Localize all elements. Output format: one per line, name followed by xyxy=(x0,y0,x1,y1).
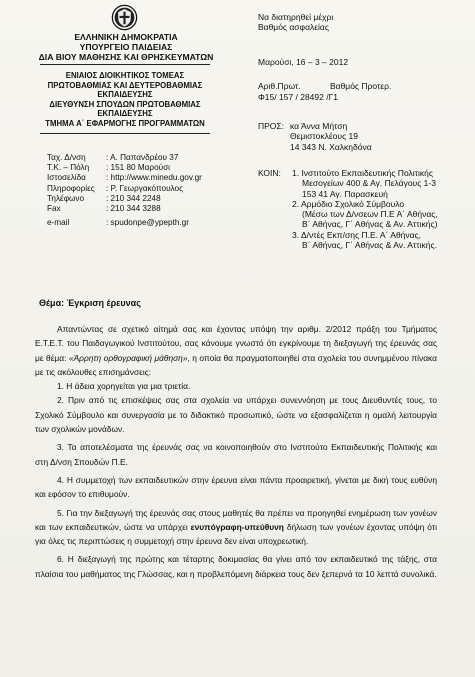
contact-row xyxy=(47,153,237,163)
point-5-bold: ενυπόγραφη-υπεύθυνη xyxy=(190,521,284,532)
contact-key: Τηλέφωνο xyxy=(47,193,85,203)
contact-value: : 210 344 2248 xyxy=(106,193,161,203)
to-label: ΠΡΟΣ: xyxy=(258,121,285,131)
place-date: Μαρούσι, 16 – 3 – 2012 xyxy=(258,57,349,67)
point-5-text: δήλωση των γονέων έχοντας υπόψη ότι για όλες τις περιπτώσεις η συμμετοχή στην έρευνα δεν είναι υποχρεωτική. xyxy=(35,521,437,547)
contact-key: Πληροφορίες xyxy=(47,183,95,193)
contact-block xyxy=(47,153,237,228)
security-line: Βαθμός ασφαλείας xyxy=(258,22,329,33)
cc-line: 3. Δ/ντές Εκπ/σης Π.Ε. Α΄ Αθήνας, xyxy=(292,229,422,240)
contact-key: e-mail xyxy=(47,218,70,228)
point-2: 2. Πριν από τις επισκέψεις σας στα σχολεία να υπάρχει συνεννόηση με τους Διευθυντές τους, το Σχολικό Σύμβουλο και συνεργασία με το διδακτικό προσωπικό, ώστε να εξασφαλίζεται η ομαλή λειτουργία των σχολικών μονάδων. xyxy=(35,395,437,435)
cc-line: Μεσογείων 400 & Αγ. Πελάγους 1-3 xyxy=(302,178,436,189)
contact-row xyxy=(47,194,237,204)
unit-line: ΕΚΠΑΙΔΕΥΣΗΣ xyxy=(97,90,153,100)
research-title: «Άρρητη ορθογραφική μάθηση» xyxy=(68,352,188,363)
recipient-line: κα Άννα Μήτση xyxy=(290,121,348,131)
ministry-line: ΕΛΛΗΝΙΚΗ ΔΗΜΟΚΡΑΤΙΑ xyxy=(74,32,178,42)
point-5 xyxy=(35,506,437,549)
contact-key: Ταχ. Δ/νση xyxy=(47,153,86,162)
unit-line: ΠΡΩΤΟΒΑΘΜΙΑΣ ΚΑΙ ΔΕΥΤΕΡΟΒΑΘΜΙΑΣ xyxy=(47,80,203,90)
greek-emblem-icon xyxy=(111,4,138,31)
recipient-line: Θεμιστοκλέους 19 xyxy=(290,131,358,142)
cc-line: 1. Ινστιτούτο Εκπαιδευτικής Πολιτικής xyxy=(292,168,433,178)
protocol-label: Αριθ.Πρωτ. xyxy=(258,81,301,91)
point-4: 4. Η συμμετοχή των εκπαιδευτικών στην έρευνα είναι πάντα προαιρετική, γίνεται με δική τους ευθύνη και εφόσον το επιθυμούν. xyxy=(35,474,437,500)
cc-block xyxy=(292,168,462,250)
contact-key: Fax xyxy=(47,204,61,214)
letter-body xyxy=(35,322,437,581)
retention-line: Να διατηρηθεί μέχρι xyxy=(258,12,334,22)
cc-line: 2. Αρμόδιο Σχολικό Σύμβουλο xyxy=(292,198,405,209)
priority-label: Βαθμός Προτερ. xyxy=(330,81,392,91)
cc-line: (Μέσω των Δ/νσεων Π.Ε Α΄ Αθήνας, xyxy=(302,209,438,220)
cc-line: Β΄ Αθήνας, Γ΄ Αθήνας & Αν. Αττικής. xyxy=(302,240,437,251)
recipient-line: 14 343 Ν. Χαλκηδόνα xyxy=(290,141,372,152)
ministry-line: ΥΠΟΥΡΓΕΙΟ ΠΑΙΔΕΙΑΣ xyxy=(79,42,173,52)
contact-key: Ιστοσελίδα xyxy=(47,173,86,183)
point-3: 3. Τα αποτελέσματα της έρευνάς σας να κοινοποιηθούν στο Ινστιτούτο Εκπαιδευτικής Πολιτικής και στη Δ/νση Σπουδών Π.Ε. xyxy=(35,442,437,467)
intro-text: , η οποία θα πραγματοποιηθεί στα σχολεία του συνημμένου πίνακα με τις ακόλουθες επισημάνσεις: xyxy=(35,352,437,377)
divider xyxy=(40,133,210,134)
unit-line: ΔΙΕΥΘΥΝΣΗ ΣΠΟΥΔΩΝ ΠΡΩΤΟΒΑΘΜΙΑΣ xyxy=(49,99,201,109)
contact-value: : Ρ. Γεωργακόπουλος xyxy=(106,183,184,193)
contact-value: : 210 344 3288 xyxy=(106,204,161,214)
divider xyxy=(40,64,210,65)
contact-value: : http://www.minedu.gov.gr xyxy=(106,173,202,183)
intro-paragraph xyxy=(35,322,437,379)
unit-line: ΕΚΠΑΙΔΕΥΣΗΣ xyxy=(97,109,153,119)
point-1: 1. Η άδεια χορηγείται για μια τριετία. xyxy=(57,381,191,392)
subject-heading: Θέμα: Έγκριση έρευνας xyxy=(39,298,141,308)
ministry-line: ΔΙΑ ΒΙΟΥ ΜΑΘΗΣΗΣ ΚΑΙ ΘΡΗΣΚΕΥΜΑΤΩΝ xyxy=(38,52,214,62)
retention-block xyxy=(258,12,448,33)
intro-text: Απαντώντας σε σχετικό αίτημά σας και έχοντας υπόψη την αριθμ. 2/2012 πράξη του Τμήματος Ε.Τ.Ε.Τ. του Παιδαγωγικού Ινστιτούτου, σας κάνουμε γνωστό ότι εγκρίνουμε τη διεξαγωγή της έρευνάς σας με θέμα: xyxy=(35,324,437,363)
cc-line: 153 41 Αγ. Παρασκευή xyxy=(302,188,388,199)
point-6: 6. Η διεξαγωγή της πρώτης και τέταρτης δοκιμασίας θα γίνει από τον εκπαιδευτικό της τάξης, στα πλαίσια του μαθήματος της Γλώσσας, και η προβλεπόμενη διάρκεια τους δεν ξεπερνά τα 10 λεπτά συνολικά. xyxy=(35,554,437,579)
unit-line: ΕΝΙΑΙΟΣ ΔΙΟΙΚΗΤΙΚΟΣ ΤΟΜΕΑΣ xyxy=(65,71,185,80)
contact-row xyxy=(47,204,237,214)
unit-header xyxy=(30,71,220,129)
contact-row xyxy=(47,163,237,173)
contact-value: : 151 80 Μαρούσι xyxy=(106,163,170,173)
contact-value: : spudonpe@ypepth.gr xyxy=(106,218,189,228)
contact-row xyxy=(47,184,237,194)
recipient-block xyxy=(290,121,450,152)
cc-line: Β΄ Αθήνας, Γ΄ Αθήνας & Αν. Αττικής) xyxy=(302,219,438,230)
ministry-header xyxy=(28,32,224,62)
contact-key: Τ.Κ. – Πόλη xyxy=(47,163,90,173)
contact-value: : Α. Παπανδρέου 37 xyxy=(106,153,179,162)
point-5-text: 5. Για την διεξαγωγή της έρευνάς σας στους μαθητές θα πρέπει να προηγηθεί ενημέρωση των γονέων και των εκπαιδευτικών, ώστε να υπάρχει xyxy=(35,507,437,532)
protocol-number: Φ15/ 157 / 28492 /Γ1 xyxy=(258,92,338,102)
contact-row xyxy=(47,173,237,183)
unit-line: ΤΜΗΜΑ Α΄ ΕΦΑΡΜΟΓΗΣ ΠΡΟΓΡΑΜΜΑΤΩΝ xyxy=(45,118,205,128)
contact-row xyxy=(47,218,237,228)
cc-label: ΚΟΙΝ: xyxy=(258,168,281,178)
